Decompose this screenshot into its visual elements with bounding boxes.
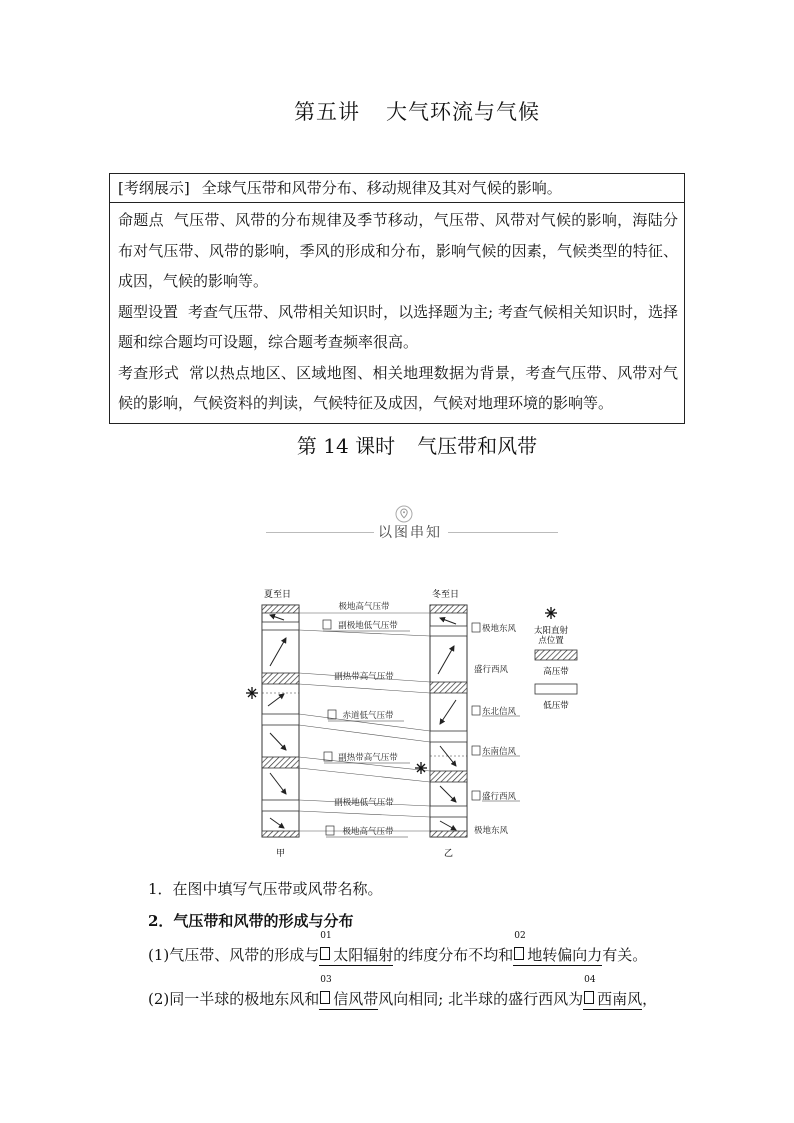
column-label-yi: 乙 xyxy=(444,849,454,859)
title-lecture: 第五讲 xyxy=(294,100,360,124)
q21-text-d: 有关。 xyxy=(602,946,648,964)
belt-label-6: 副极地低气压带 xyxy=(334,798,394,808)
legend-high-swatch xyxy=(535,650,577,660)
blank-number-04: 04 xyxy=(584,975,596,985)
sun-icon xyxy=(545,607,557,619)
answer-blank-04 xyxy=(583,975,643,1010)
question-types-paragraph xyxy=(110,297,684,358)
wind-label-5: 盛行西风 xyxy=(482,792,517,802)
q22-text-c: 风向相同; 北半球的盛行西风为 xyxy=(378,990,584,1008)
legend-low-label: 低压带 xyxy=(543,701,569,711)
belt-label-3: 副热带高气压带 xyxy=(334,672,394,682)
legend-high-label: 高压带 xyxy=(543,667,569,677)
q22-text-a: (2)同一半球的极地东风和 xyxy=(148,990,320,1008)
belt-label-4: 赤道低气压带 xyxy=(342,711,394,721)
question-2-2 xyxy=(148,975,658,1010)
q21-text-a: (1)气压带、风带的形成与 xyxy=(148,946,320,964)
wind-label-3: 东北信风 xyxy=(482,707,517,717)
sun-icon xyxy=(246,687,258,699)
wind-label-4: 东南信风 xyxy=(482,747,517,757)
exam-forms-paragraph xyxy=(110,358,684,419)
syllabus-row xyxy=(110,174,684,203)
wind-label-1: 极地东风 xyxy=(482,624,517,634)
legend-low-swatch xyxy=(535,684,577,694)
exam-points-paragraph xyxy=(110,205,684,297)
sun-icon xyxy=(415,762,427,774)
title-topic: 大气环流与气候 xyxy=(386,100,540,124)
question-1: 1．在图中填写气压带或风带名称。 xyxy=(148,880,383,898)
exam-points-label: 命题点 xyxy=(118,211,164,229)
answer-01: 太阳辐射 xyxy=(333,946,394,964)
wind-label-6: 极地东风 xyxy=(474,826,509,836)
q21-text-c: 的纬度分布不均和 xyxy=(393,946,514,964)
syllabus-text: 全球气压带和风带分布、移动规律及其对气候的影响。 xyxy=(201,179,562,197)
page-title xyxy=(0,96,794,126)
exam-forms-text: 常以热点地区、区域地图、相关地理数据为背景，考查气压带、风带对气候的影响，气候资料的判读，气候特征及成因，气候对地理环境的影响等。 xyxy=(118,363,678,412)
summer-column xyxy=(262,605,299,837)
legend xyxy=(534,607,577,711)
winter-column xyxy=(430,605,467,837)
section-divider-right xyxy=(448,532,558,533)
exam-forms-label: 考查形式 xyxy=(118,363,180,382)
q22-text-d: ， xyxy=(642,990,658,1008)
belt-label-1: 极地高气压带 xyxy=(338,602,390,612)
belt-label-5: 副热带高气压带 xyxy=(338,753,398,763)
syllabus-label: [考纲展示] xyxy=(118,179,190,197)
answer-blank-01 xyxy=(319,931,394,966)
exam-points-text: 气压带、风带的分布规律及季节移动，气压带、风带对气候的影响，海陆分布对气压带、风带的影响，季风的形成和分布，影响气候的因素，气候类型的特征、成因，气候的影响等。 xyxy=(118,211,678,290)
answer-blank-02 xyxy=(513,931,603,966)
belt-label-7: 极地高气压带 xyxy=(342,827,394,837)
blank-number-01: 01 xyxy=(320,931,332,941)
syllabus-box xyxy=(109,173,685,424)
question-2-heading: 2．气压带和风带的形成与分布 xyxy=(148,912,354,930)
column-label-jia: 甲 xyxy=(276,849,286,859)
lesson-topic: 气压带和风带 xyxy=(417,434,538,458)
blank-number-03: 03 xyxy=(320,975,332,985)
blank-number-02: 02 xyxy=(514,931,526,941)
pressure-wind-belt-diagram xyxy=(244,588,594,863)
belt-label-2: 副极地低气压带 xyxy=(338,621,398,631)
lesson-title xyxy=(0,430,794,459)
answer-02: 地转偏向力 xyxy=(527,946,603,964)
question-2-1 xyxy=(148,931,648,966)
answer-04: 西南风 xyxy=(597,990,643,1008)
section-divider-left xyxy=(266,532,374,533)
wind-label-2: 盛行西风 xyxy=(474,665,509,675)
question-types-label: 题型设置 xyxy=(118,302,179,321)
answer-blank-03 xyxy=(319,975,379,1010)
lesson-number: 第 14 课时 xyxy=(296,434,396,458)
winter-solstice-label: 冬至日 xyxy=(432,590,460,600)
section-title: 以图串知 xyxy=(378,525,442,541)
answer-03: 信风带 xyxy=(333,990,379,1008)
summer-solstice-label: 夏至日 xyxy=(264,590,292,600)
legend-sun-label: 太阳直射点位置 xyxy=(533,626,569,646)
question-types-text: 考查气压带、风带相关知识时，以选择题为主; 考查气候相关知识时，选择题和综合题均可设题，综合题考查频率很高。 xyxy=(118,302,678,351)
